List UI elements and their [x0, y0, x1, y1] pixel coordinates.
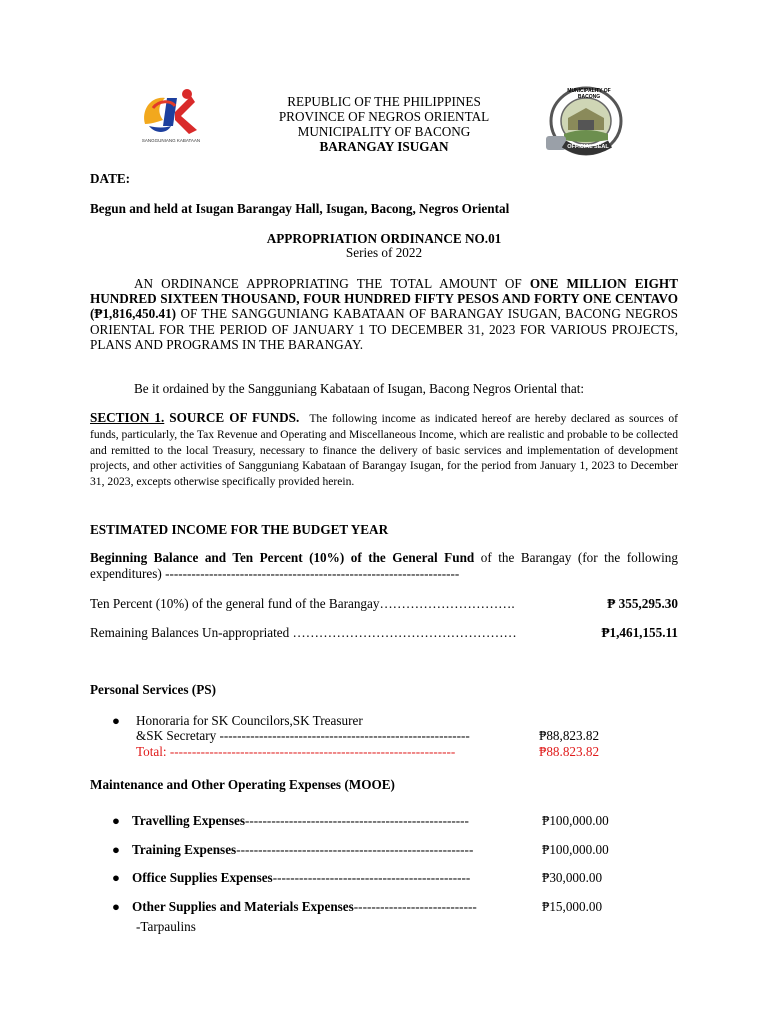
sk-logo [137, 86, 205, 152]
header-line-2: PROVINCE OF NEGROS ORIENTAL [278, 109, 490, 124]
remaining-label: Remaining Balances Un-appropriated …………………………………………… [90, 625, 517, 640]
ordinance-intro [90, 276, 678, 352]
mooe-item-dashes: --------------------------------------------------- [244, 813, 469, 828]
mooe-item-value: ₱15,000.00 [542, 899, 603, 914]
seal-bottom-text: OFFICIAL SEAL [567, 144, 609, 150]
ps-item-line-1: Honoraria for SK Councilors,SK Treasurer [136, 713, 363, 728]
date-label: DATE: [90, 171, 131, 186]
mooe-item-dashes: --------------------------------------------- [272, 870, 471, 885]
mooe-item-value: ₱100,000.00 [542, 813, 609, 828]
estimated-heading: ESTIMATED INCOME FOR THE BUDGET YEAR [90, 522, 389, 537]
mooe-item: ● Other Supplies and Materials Expenses---------------------------- [112, 899, 477, 914]
mooe-item-label: Travelling Expenses [132, 813, 245, 828]
mooe-item-label: Training Expenses [132, 842, 237, 857]
ordinance-title: APPROPRIATION ORDINANCE NO.01 [266, 231, 502, 246]
ten-percent-row [90, 596, 678, 612]
section-1-text: The following income as indicated hereof are hereby declared as sources of funds, particularly, the Tax Revenue and Operating and Miscellaneous Income, which are realistic and probable to be collected and remitted to the local Treasury, necessary to finance the delivery of basic services and implementation of development projects, and other activities of Sangguniang Kabataan of Barangay Isugan, for the period from January 1, 2023 to December 31, 2023, excepts otherwise specifically provided herein. [90, 412, 678, 489]
ps-total-value: ₱88.823.82 [539, 744, 600, 759]
mooe-item-label: Other Supplies and Materials Expenses [132, 899, 354, 914]
ps-total-label: Total: ----------------------------------------------------------------- [136, 744, 456, 759]
ordained-line: Be it ordained by the Sangguniang Kabataan of Isugan, Bacong Negros Oriental that: [134, 381, 585, 396]
beginning-balance [90, 550, 678, 582]
mooe-heading: Maintenance and Other Operating Expenses (MOOE) [90, 777, 395, 792]
bb-rest: of the Barangay (for the following expenditures) ------------------------------------------------------------------- [90, 550, 678, 581]
mooe-item-dashes: ------------------------------------------------------ [236, 842, 474, 857]
remaining-value: ₱1,461,155.11 [601, 625, 678, 640]
mooe-item-value: ₱30,000.00 [542, 870, 603, 885]
mooe-item: ● Travelling Expenses--------------------------------------------------- [112, 813, 469, 828]
section-1 [90, 410, 678, 489]
begun-line: Begun and held at Isugan Barangay Hall, Isugan, Bacong, Negros Oriental [90, 201, 510, 216]
section-1-heading: SOURCE OF FUNDS. [164, 410, 300, 425]
section-1-label: SECTION 1. [90, 410, 165, 425]
mooe-item-value: ₱100,000.00 [542, 842, 609, 857]
intro-text-b: OF THE SANGGUNIANG KABATAAN OF BARANGAY ISUGAN, BACONG NEGROS ORIENTAL FOR THE PERIOD OF JANUARY 1 TO DECEMBER 31, 2023 FOR VARIOUS PROJECTS, PLANS AND PROGRAMS IN THE BARANGAY. [90, 306, 678, 352]
seal-top-text: MUNICIPALITY OF BACONG [567, 88, 611, 100]
header-line-4: BARANGAY ISUGAN [319, 139, 449, 154]
ps-bullet: ● [112, 713, 120, 728]
ordinance-series: Series of 2022 [345, 245, 423, 260]
mooe-item-dashes: ---------------------------- [353, 899, 477, 914]
ps-item-line-2: &SK Secretary --------------------------------------------------------- [136, 728, 470, 743]
header-line-3: MUNICIPALITY OF BACONG [297, 124, 471, 139]
remaining-row [90, 625, 678, 641]
intro-amount: ONE MILLION EIGHT HUNDRED SIXTEEN THOUSAND, FOUR HUNDRED FIFTY PESOS AND FORTY ONE CENTAVO (₱1,816,450.41) [90, 276, 678, 322]
ps-item-value: ₱88,823.82 [539, 728, 600, 743]
bb-bold: Beginning Balance and Ten Percent (10%) of the General Fund [90, 550, 475, 565]
intro-text-a: AN ORDINANCE APPROPRIATING THE TOTAL AMOUNT OF [134, 276, 530, 291]
ps-heading: Personal Services (PS) [90, 682, 216, 697]
mooe-sub-note: -Tarpaulins [136, 919, 196, 934]
ten-percent-label: Ten Percent (10%) of the general fund of the Barangay…………………………. [90, 596, 515, 611]
sk-logo-caption: SANGGUNIANG KABATAAN [141, 138, 201, 143]
header-line-1: REPUBLIC OF THE PHILIPPINES [287, 94, 481, 109]
mooe-item: ● Training Expenses------------------------------------------------------ [112, 842, 474, 857]
letterhead [200, 94, 568, 154]
mooe-item-label: Office Supplies Expenses [132, 870, 273, 885]
ten-percent-value: ₱ 355,295.30 [607, 596, 678, 611]
mooe-item: ● Office Supplies Expenses--------------------------------------------- [112, 870, 471, 885]
